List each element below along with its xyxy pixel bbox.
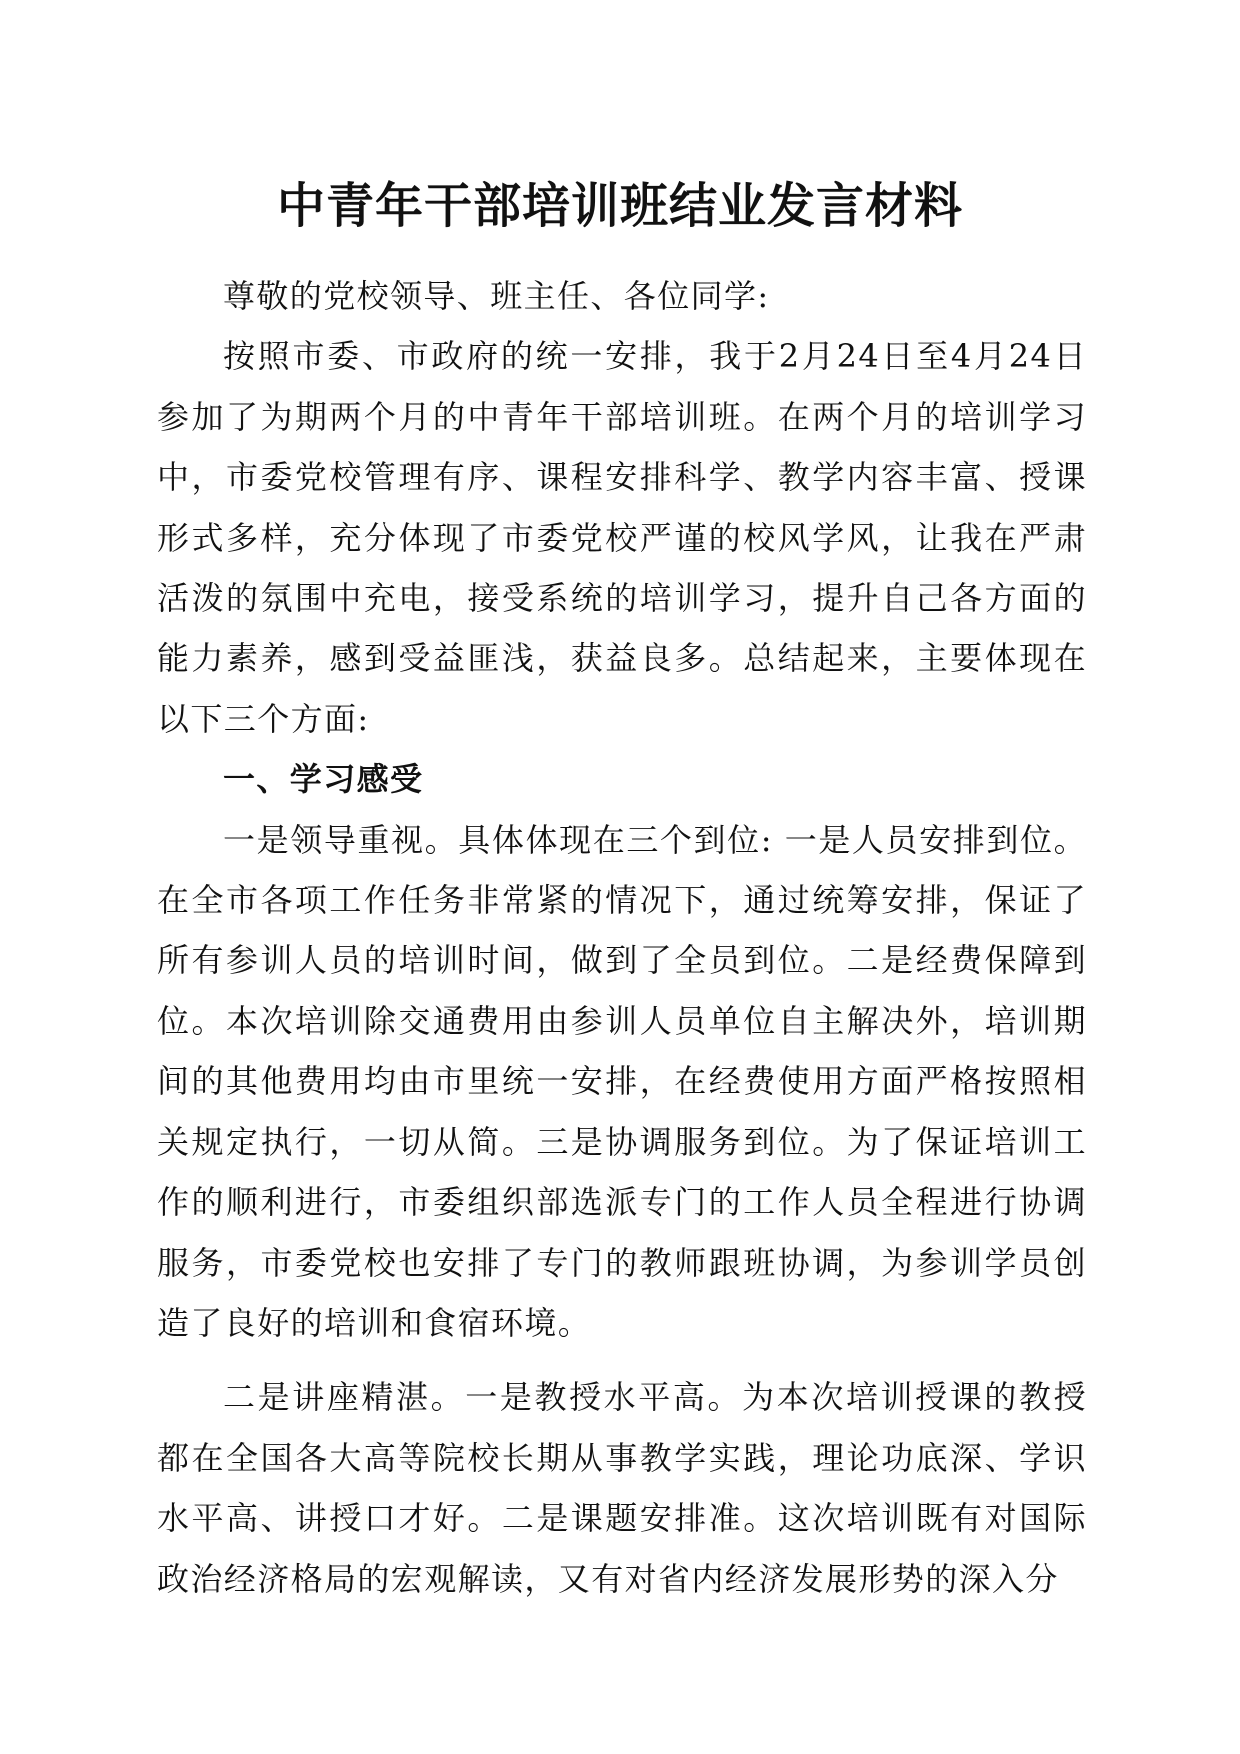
intro-paragraph: 按照市委、市政府的统一安排，我于2月24日至4月24日参加了为期两个月的中青年干部培训班。在两个月的培训学习中，市委党校管理有序、课程安排科学、教学内容丰富、授课形式多样，充分体现了市委党校严谨的校风学风，让我在严肃活泼的氛围中充电，接受系统的培训学习，提升自己各方面的能力素养，感到受益匪浅，获益良多。总结起来，主要体现在以下三个方面: [157,337,1087,738]
salutation: 尊敬的党校领导、班主任、各位同学: [223,277,770,315]
document-body [157,266,1087,1609]
body-paragraph-1: 一是领导重视。具体体现在三个到位: 一是人员安排到位。在全市各项工作任务非常紧的情况下，通过统筹安排，保证了所有参训人员的培训时间，做到了全员到位。二是经费保障到位。本次培训除交通费用由参训人员单位自主解决外，培训期间的其他费用均由市里统一安排，在经费使用方面严格按照相关规定执行，一切从简。三是协调服务到位。为了保证培训工作的顺利进行，市委组织部选派专门的工作人员全程进行协调服务，市委党校也安排了专门的教师跟班协调，为参训学员创造了良好的培训和食宿环境。 [157,820,1087,1342]
section-heading: 一、学习感受 [223,760,424,799]
paragraph-gap [157,1353,1087,1367]
document-title: 中青年干部培训班结业发言材料 [276,178,963,234]
body-paragraph-2: 二是讲座精湛。一是教授水平高。为本次培训授课的教授都在全国各大高等院校长期从事教学实践，理论功底深、学识水平高、讲授口才好。二是课题安排准。这次培训既有对国际政治经济格局的宏观解读，又有对省内经济发展形势的深入分 [157,1378,1087,1598]
